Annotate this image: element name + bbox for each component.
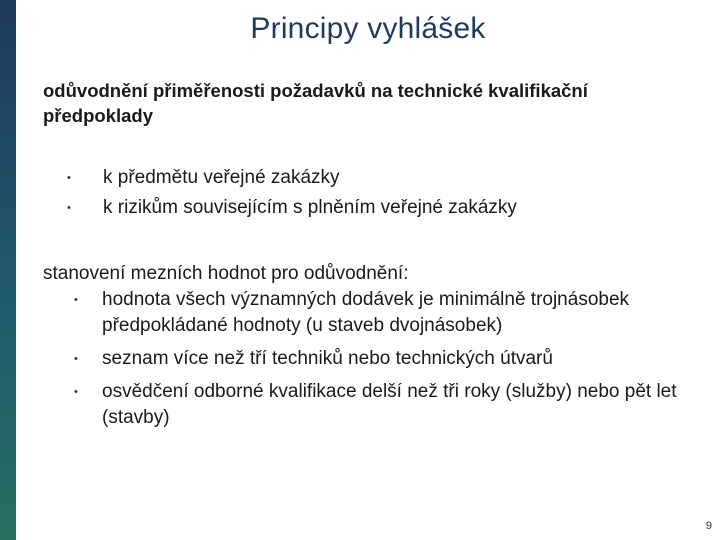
list-item-text: k rizikům souvisejícím s plněním veřejné zakázky xyxy=(103,197,517,218)
side-accent-bar xyxy=(0,0,16,540)
bullet-list-secondary xyxy=(43,261,693,438)
list-item-text: seznam více než tří techniků nebo technických útvarů xyxy=(102,348,553,369)
slide-title: Principy vyhlášek xyxy=(250,12,486,45)
bullet-icon: • xyxy=(74,294,78,306)
list-item xyxy=(43,195,683,221)
bullet-icon: • xyxy=(74,386,78,398)
bullet-list-primary xyxy=(43,165,683,225)
bullet-icon: • xyxy=(67,172,71,184)
list-item xyxy=(43,287,693,339)
page-number: 9 xyxy=(705,520,712,532)
list-heading: stanovení mezních hodnot pro odůvodnění: xyxy=(43,263,409,284)
list-item xyxy=(43,346,693,372)
bullet-icon: • xyxy=(67,202,71,214)
list-item-text: osvědčení odborné kvalifikace delší než tři roky (služby) nebo pět let (stavby) xyxy=(102,381,677,428)
list-item xyxy=(43,165,683,191)
section-heading: odůvodnění přiměřenosti požadavků na technické kvalifikační předpoklady xyxy=(43,80,588,126)
bullet-icon: • xyxy=(74,353,78,365)
list-item-text: k předmětu veřejné zakázky xyxy=(103,167,340,188)
list-item-text: hodnota všech významných dodávek je minimálně trojnásobek předpokládané hodnoty (u staveb dvojnásobek) xyxy=(102,289,630,336)
list-item xyxy=(43,379,693,431)
